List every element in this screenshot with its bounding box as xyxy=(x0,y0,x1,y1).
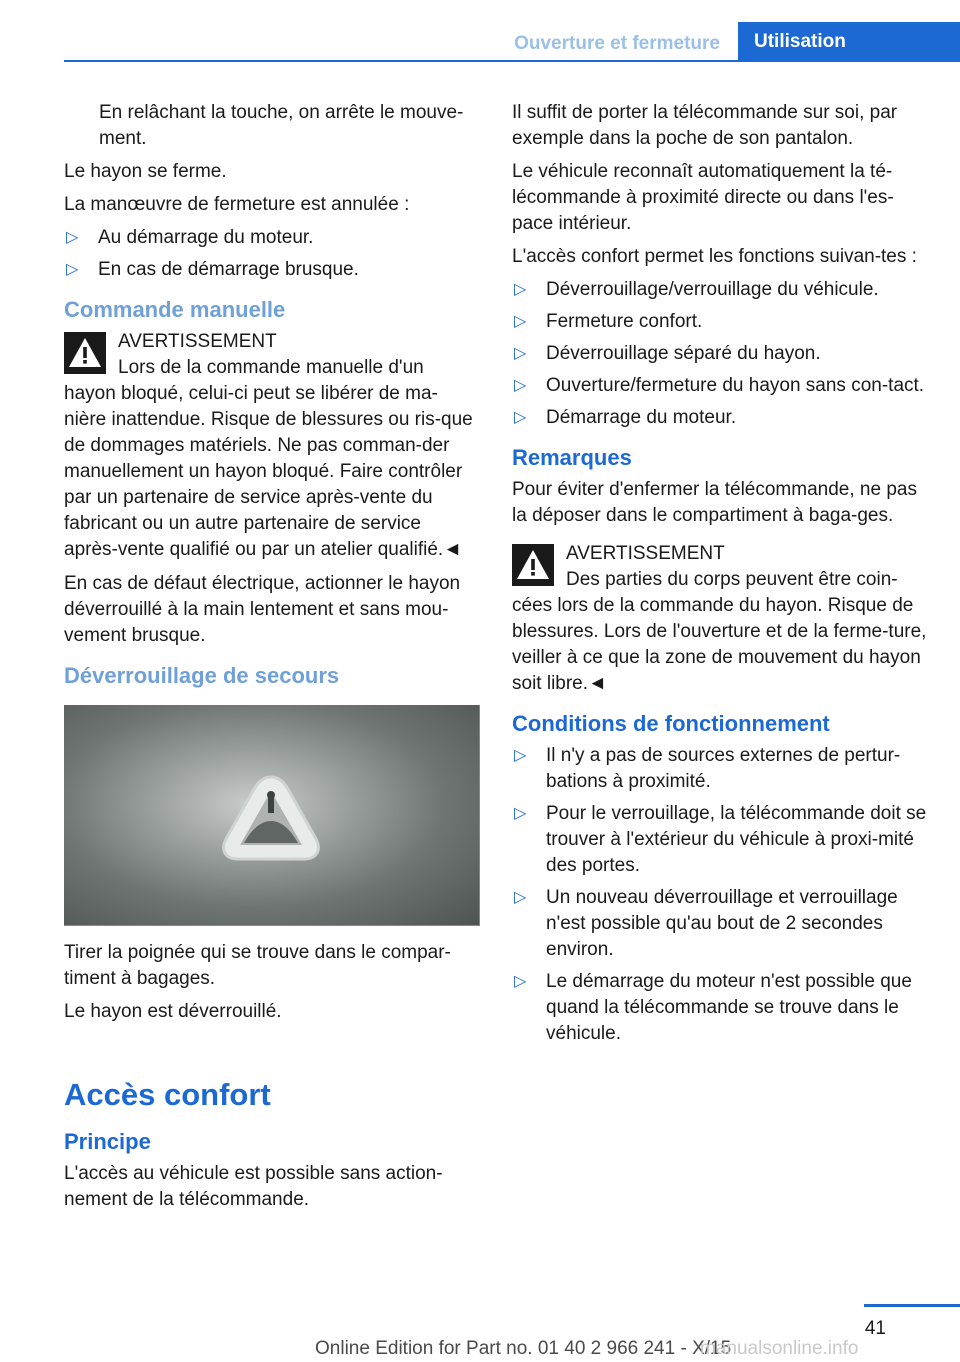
list-item xyxy=(64,225,479,251)
paragraph: En relâchant la touche, on arrête le mouve-ment. xyxy=(99,102,464,149)
bullet-triangle-icon: ▷ xyxy=(514,377,527,394)
paragraph: Le hayon se ferme. xyxy=(64,161,227,182)
list-item xyxy=(512,801,928,879)
page-header xyxy=(0,0,960,62)
bullet-triangle-icon: ▷ xyxy=(66,261,79,278)
list-item-text: Démarrage du moteur. xyxy=(546,407,737,428)
list-item xyxy=(64,257,479,283)
list-item xyxy=(512,969,928,1047)
footer-edition-text: Online Edition for Part no. 01 40 2 966 241 - X/15 xyxy=(315,1338,732,1359)
list-item-text: Un nouveau déverrouillage et verrouillage n'est possible qu'au bout de 2 secondes environ. xyxy=(546,887,898,960)
paragraph: Pour éviter d'enfermer la télécommande, ne pas la déposer dans le compartiment à baga-ges. xyxy=(512,479,917,526)
left-column xyxy=(64,100,479,1220)
list-item-text: Déverrouillage/verrouillage du véhicule. xyxy=(546,279,879,300)
warning-text: Lors de la commande manuelle d'un hayon bloqué, celui-ci peut se libérer de ma-nière inattendue. Risque de blessures ou ris-que de dommages matériels. Ne pas comman-der manuellement un hayon bloqué. Faire contrôler par un partenaire de service après-vente du fabricant ou un autre partenaire de service après-vente qualifié ou par un atelier qualifié.◄ xyxy=(64,357,473,560)
list-item-text: Le démarrage du moteur n'est possible que quand la télécommande se trouve dans le véhicule. xyxy=(546,971,912,1044)
heading-emergency-unlock: Déverrouillage de secours xyxy=(64,663,340,688)
warning-box xyxy=(512,541,928,697)
heading-comfort-access: Accès confort xyxy=(64,1077,271,1112)
bullet-triangle-icon: ▷ xyxy=(514,889,527,906)
list-item xyxy=(512,277,928,303)
bullet-triangle-icon: ▷ xyxy=(514,345,527,362)
warning-title: AVERTISSEMENT xyxy=(118,331,277,352)
list-item-text: Fermeture confort. xyxy=(546,311,703,332)
header-rule xyxy=(64,60,960,62)
warning-title: AVERTISSEMENT xyxy=(566,543,725,564)
page-number: 41 xyxy=(864,1318,886,1339)
list-item xyxy=(512,341,928,367)
list-item-text: Ouverture/fermeture du hayon sans con-tact. xyxy=(546,375,925,396)
list-item-text: En cas de démarrage brusque. xyxy=(98,259,359,280)
bullet-triangle-icon: ▷ xyxy=(514,747,527,764)
bullet-triangle-icon: ▷ xyxy=(514,281,527,298)
heading-principle: Principe xyxy=(64,1129,151,1154)
paragraph: Tirer la poignée qui se trouve dans le compar-timent à bagages. xyxy=(64,942,451,989)
header-section-title[interactable]: Ouverture et fermeture xyxy=(514,33,720,54)
list-item xyxy=(512,373,928,399)
bullet-triangle-icon: ▷ xyxy=(514,409,527,426)
paragraph: Il suffit de porter la télécommande sur soi, par exemple dans la poche de son pantalon. xyxy=(512,102,898,149)
paragraph: L'accès confort permet les fonctions suivan-tes : xyxy=(512,246,917,267)
list-item xyxy=(512,309,928,335)
paragraph: Le hayon est déverrouillé. xyxy=(64,1001,282,1022)
heading-manual-operation: Commande manuelle xyxy=(64,297,286,322)
bullet-triangle-icon: ▷ xyxy=(514,313,527,330)
list-item-text: Au démarrage du moteur. xyxy=(98,227,314,248)
right-column xyxy=(512,100,928,1053)
header-tab-utilisation[interactable]: Utilisation xyxy=(738,22,960,62)
bullet-triangle-icon: ▷ xyxy=(514,973,527,990)
bullet-triangle-icon: ▷ xyxy=(514,805,527,822)
heading-operating-conditions: Conditions de fonctionnement xyxy=(512,711,830,736)
emergency-handle-photo xyxy=(64,705,480,926)
warning-icon xyxy=(64,332,106,374)
bullet-list xyxy=(512,277,928,431)
bullet-list xyxy=(512,743,928,1047)
warning-icon xyxy=(512,544,554,586)
warning-text: Des parties du corps peuvent être coin-cées lors de la commande du hayon. Risque de blessures. Lors de l'ouverture et de la ferme-ture, veiller à ce que la zone de mouvement du hayon soit libre.◄ xyxy=(512,569,927,694)
list-item-text: Pour le verrouillage, la télécommande doit se trouver à l'extérieur du véhicule à proxi-mité des portes. xyxy=(546,803,927,876)
bullet-list xyxy=(64,225,479,283)
heading-remarks: Remarques xyxy=(512,445,632,470)
list-item-text: Il n'y a pas de sources externes de pertur-bations à proximité. xyxy=(546,745,901,792)
list-item xyxy=(512,885,928,963)
bullet-triangle-icon: ▷ xyxy=(66,229,79,246)
paragraph: L'accès au véhicule est possible sans action-nement de la télécommande. xyxy=(64,1163,443,1210)
paragraph: La manœuvre de fermeture est annulée : xyxy=(64,194,410,215)
footer-rule xyxy=(864,1304,960,1307)
paragraph: Le véhicule reconnaît automatiquement la té-lécommande à proximité directe ou dans l'es-pace intérieur. xyxy=(512,161,894,234)
list-item xyxy=(512,405,928,431)
paragraph: En cas de défaut électrique, actionner le hayon déverrouillé à la main lentement et sans mou-vement brusque. xyxy=(64,573,461,646)
warning-box xyxy=(64,329,479,563)
watermark-text: manualsonline.info xyxy=(700,1338,859,1359)
list-item-text: Déverrouillage séparé du hayon. xyxy=(546,343,821,364)
list-item xyxy=(512,743,928,795)
